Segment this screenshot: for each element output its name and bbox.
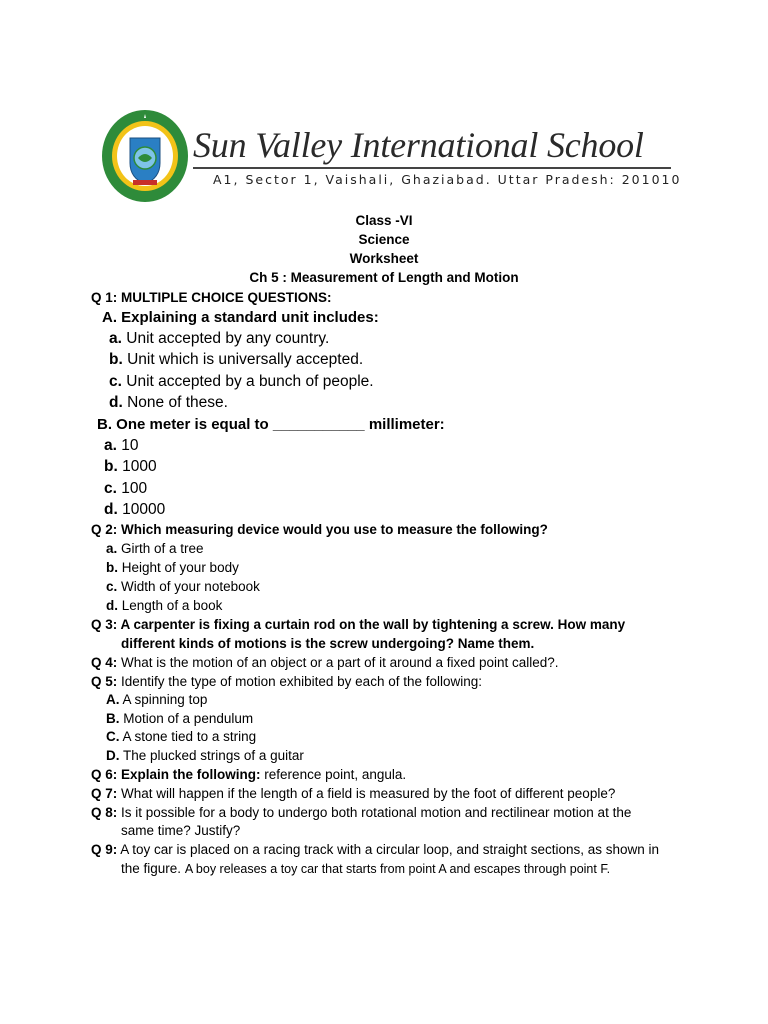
option-text: 10 [121, 437, 139, 454]
q3-continuation: different kinds of motions is the screw undergoing? Name them. [121, 636, 535, 651]
q2-heading [91, 522, 548, 537]
q7-text: What will happen if the length of a field is measured by the foot of different people? [121, 786, 616, 801]
q2-option [106, 598, 222, 613]
option-label: c. [109, 373, 122, 390]
class-title: Class -VI [355, 213, 413, 228]
option-text: Height of your body [121, 560, 239, 575]
school-address: A1, Sector 1, Vaishali, Ghaziabad. Uttar Pradesh: 201010 [213, 172, 682, 187]
option-label: c. [104, 480, 117, 497]
q1-text: MULTIPLE CHOICE QUESTIONS: [121, 290, 332, 305]
option-label: a. [109, 330, 122, 347]
option-label: a. [104, 437, 117, 454]
q1b-text: One meter is equal to ___________ millimeter: [116, 416, 445, 433]
q1b-label: B. [97, 416, 112, 433]
q1a-option [109, 351, 363, 369]
option-text: Width of your notebook [121, 579, 260, 594]
q9-text: A toy car is placed on a racing track with a circular loop, and straight sections, as shown in [120, 842, 660, 857]
school-logo [100, 108, 190, 204]
q7-number: Q 7: [91, 786, 118, 801]
q9-text-part1: the figure. [121, 861, 182, 876]
q1b-option [104, 480, 147, 498]
q1a-label: A. [102, 309, 117, 326]
q7-heading [91, 786, 615, 801]
option-label: d. [104, 501, 118, 518]
q4-text: What is the motion of an object or a part of it around a fixed point called?. [121, 655, 559, 670]
option-text: 1000 [122, 458, 157, 475]
q1a-question [102, 309, 379, 326]
option-text: Motion of a pendulum [123, 711, 254, 726]
q5-option [106, 729, 256, 744]
option-label: d. [106, 598, 118, 613]
q8-heading [91, 805, 631, 820]
q1b-option [104, 437, 139, 455]
q2-number: Q 2: [91, 522, 118, 537]
option-text: The plucked strings of a guitar [123, 748, 304, 763]
q1a-option [109, 373, 374, 391]
subject-title: Science [358, 232, 410, 247]
option-label: b. [109, 351, 123, 368]
option-label: C. [106, 729, 120, 744]
option-label: b. [104, 458, 118, 475]
q2-text: Which measuring device would you use to measure the following? [121, 522, 548, 537]
q3-number: Q 3: [91, 617, 118, 632]
q3-heading [91, 617, 625, 632]
q5-option [106, 692, 207, 707]
q9-text-part2: A boy releases a toy car that starts from point A and escapes through point F. [184, 862, 611, 876]
option-text: Length of a book [121, 598, 223, 613]
worksheet-title: Worksheet [349, 251, 419, 266]
option-text: 100 [121, 480, 148, 497]
q6-bold-text: Explain the following: [121, 767, 261, 782]
option-text: A spinning top [122, 692, 208, 707]
header-divider [193, 167, 671, 169]
q2-option [106, 579, 260, 594]
option-text: None of these. [127, 394, 228, 411]
option-label: c. [106, 579, 118, 594]
q6-number: Q 6: [91, 767, 118, 782]
q9-heading [91, 842, 659, 857]
option-label: D. [106, 748, 120, 763]
option-text: Girth of a tree [121, 541, 204, 556]
q1-number: Q 1: [91, 290, 118, 305]
q8-number: Q 8: [91, 805, 118, 820]
option-label: a. [106, 541, 118, 556]
q9-continuation [121, 861, 610, 876]
option-text: Unit which is universally accepted. [127, 351, 364, 368]
school-name: Sun Valley International School [193, 125, 644, 165]
q5-text: Identify the type of motion exhibited by each of the following: [121, 674, 483, 689]
option-label: b. [106, 560, 118, 575]
option-text: A stone tied to a string [122, 729, 257, 744]
q1a-option [109, 394, 228, 412]
option-text: Unit accepted by a bunch of people. [126, 373, 374, 390]
q1b-option [104, 458, 157, 476]
q2-option [106, 541, 204, 556]
q5-option [106, 748, 304, 763]
q9-number: Q 9: [91, 842, 118, 857]
option-label: A. [106, 692, 120, 707]
q3-text: A carpenter is fixing a curtain rod on the wall by tightening a screw. How many [120, 617, 626, 632]
option-label: B. [106, 711, 120, 726]
q1-heading [91, 290, 332, 305]
q2-option [106, 560, 239, 575]
q1b-question [97, 416, 445, 433]
q1a-text: Explaining a standard unit includes: [121, 309, 379, 326]
option-text: 10000 [122, 501, 166, 518]
option-label: d. [109, 394, 123, 411]
q5-option [106, 711, 253, 726]
q6-text: reference point, angula. [264, 767, 407, 782]
q1b-option [104, 501, 165, 519]
q4-heading [91, 655, 559, 670]
q5-heading [91, 674, 482, 689]
q4-number: Q 4: [91, 655, 118, 670]
q5-number: Q 5: [91, 674, 118, 689]
chapter-title: Ch 5 : Measurement of Length and Motion [249, 270, 519, 285]
q8-continuation: same time? Justify? [121, 823, 241, 838]
q6-heading [91, 767, 406, 782]
q1a-option [109, 330, 329, 348]
option-text: Unit accepted by any country. [126, 330, 330, 347]
q8-text: Is it possible for a body to undergo both rotational motion and rectilinear motion at the [121, 805, 632, 820]
